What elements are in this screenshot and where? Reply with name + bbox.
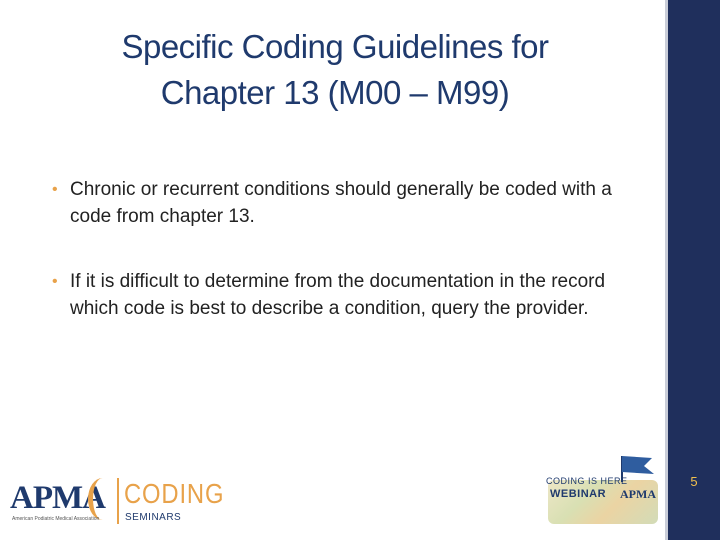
seminars-logo-text: SEMINARS [125, 512, 182, 523]
sidebar-band [668, 0, 720, 540]
bullet-list [52, 176, 622, 360]
slide-title-line-2: Chapter 13 (M00 – M99) [160, 74, 510, 111]
webinar-tagline: CODING IS HERE [546, 476, 628, 486]
bullet-dot-icon: • [52, 273, 58, 290]
logo-divider [117, 478, 119, 524]
bullet-text: If it is difficult to determine from the documentation in the record which code is best to describe a condition, query the provider. [70, 271, 606, 319]
coding-logo-text: CODING [124, 478, 225, 509]
webinar-apma-text: APMA [620, 487, 656, 501]
bullet-item [52, 268, 622, 322]
webinar-logo [544, 452, 664, 528]
bullet-text: Chronic or recurrent conditions should generally be coded with a code from chapter 13. [70, 179, 612, 227]
apma-subtitle: American Podiatric Medical Association [12, 516, 100, 522]
slide-title [60, 24, 610, 116]
apma-coding-logo [10, 478, 225, 528]
slide-number: 5 [690, 474, 698, 489]
apma-swoosh-icon [88, 478, 117, 520]
slide-title-line-1: Specific Coding Guidelines for [121, 28, 549, 65]
bullet-dot-icon: • [52, 181, 58, 198]
apma-logo-text: APMA [10, 480, 105, 516]
webinar-label: WEBINAR [550, 488, 607, 500]
bullet-item [52, 176, 622, 230]
